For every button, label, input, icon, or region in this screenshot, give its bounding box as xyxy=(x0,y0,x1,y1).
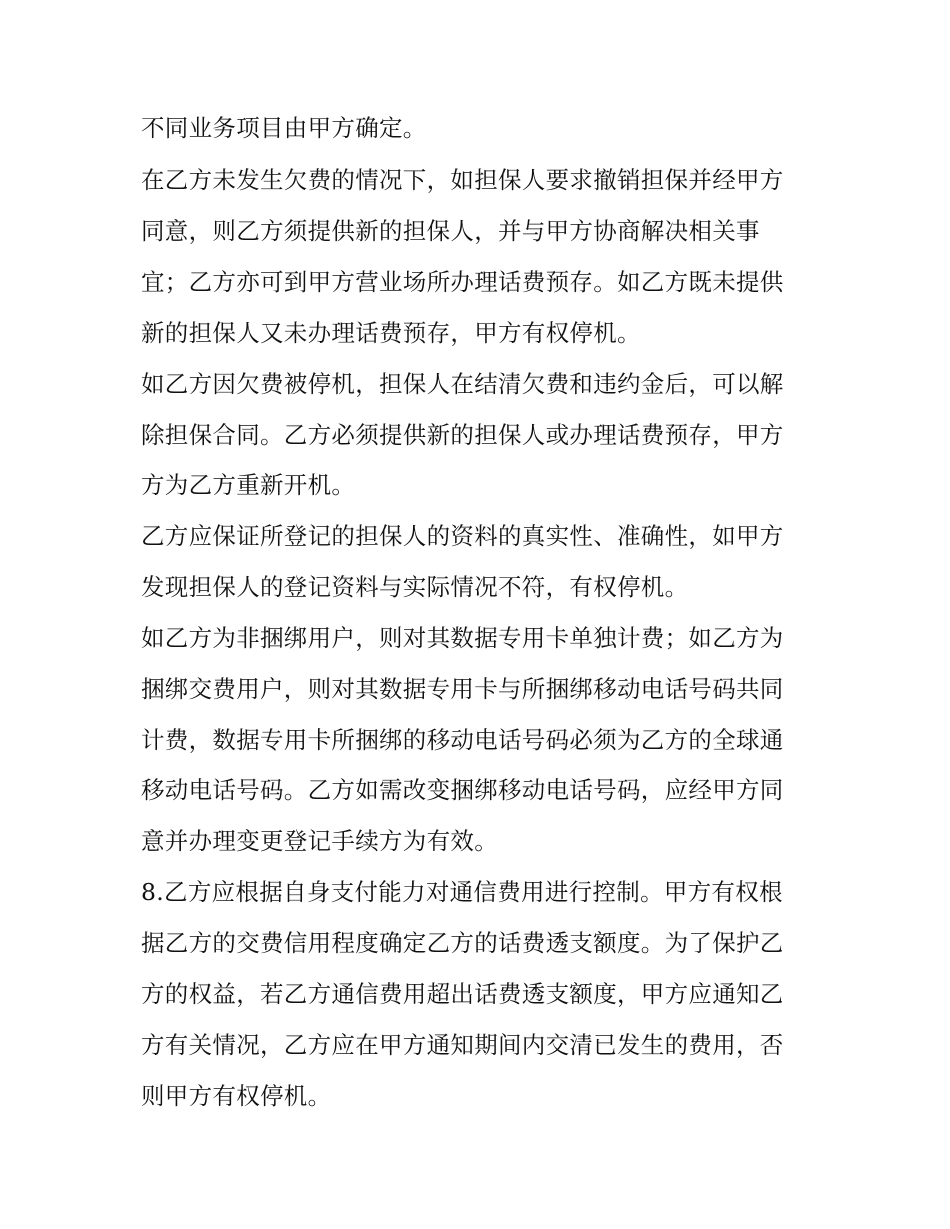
text-line: 如乙方为非捆绑用户，则对其数据专用卡单独计费；如乙方为 xyxy=(141,624,784,652)
text-line: 方有关情况，乙方应在甲方通知期间内交清已发生的费用，否 xyxy=(141,1031,784,1059)
text-line: 8.乙方应根据自身支付能力对通信费用进行控制。甲方有权根 xyxy=(141,878,783,906)
text-line: 移动电话号码。乙方如需改变捆绑移动电话号码，应经甲方同 xyxy=(141,776,784,804)
text-line: 计费，数据专用卡所捆绑的移动电话号码必须为乙方的全球通 xyxy=(141,726,784,754)
text-line: 意并办理变更登记手续方为有效。 xyxy=(141,827,498,855)
text-line: 不同业务项目由甲方确定。 xyxy=(141,114,427,142)
text-line: 在乙方未发生欠费的情况下，如担保人要求撤销担保并经甲方 xyxy=(141,166,784,194)
text-line: 如乙方因欠费被停机，担保人在结清欠费和违约金后，可以解 xyxy=(141,370,784,398)
text-line: 新的担保人又未办理话费预存，甲方有权停机。 xyxy=(141,319,641,347)
text-line: 捆绑交费用户，则对其数据专用卡与所捆绑移动电话号码共同 xyxy=(141,675,784,703)
text-line: 除担保合同。乙方必须提供新的担保人或办理话费预存，甲方 xyxy=(141,421,784,449)
text-line: 方的权益，若乙方通信费用超出话费透支额度，甲方应通知乙 xyxy=(141,980,784,1008)
text-line: 乙方应保证所登记的担保人的资料的真实性、准确性，如甲方 xyxy=(141,522,784,550)
text-line: 发现担保人的登记资料与实际情况不符，有权停机。 xyxy=(141,573,689,601)
text-line: 据乙方的交费信用程度确定乙方的话费透支额度。为了保护乙 xyxy=(141,929,784,957)
text-line: 同意，则乙方须提供新的担保人，并与甲方协商解决相关事 xyxy=(141,217,760,245)
text-line: 方为乙方重新开机。 xyxy=(141,471,356,499)
text-line: 宜；乙方亦可到甲方营业场所办理话费预存。如乙方既未提供 xyxy=(141,268,784,296)
text-line: 则甲方有权停机。 xyxy=(141,1082,332,1110)
